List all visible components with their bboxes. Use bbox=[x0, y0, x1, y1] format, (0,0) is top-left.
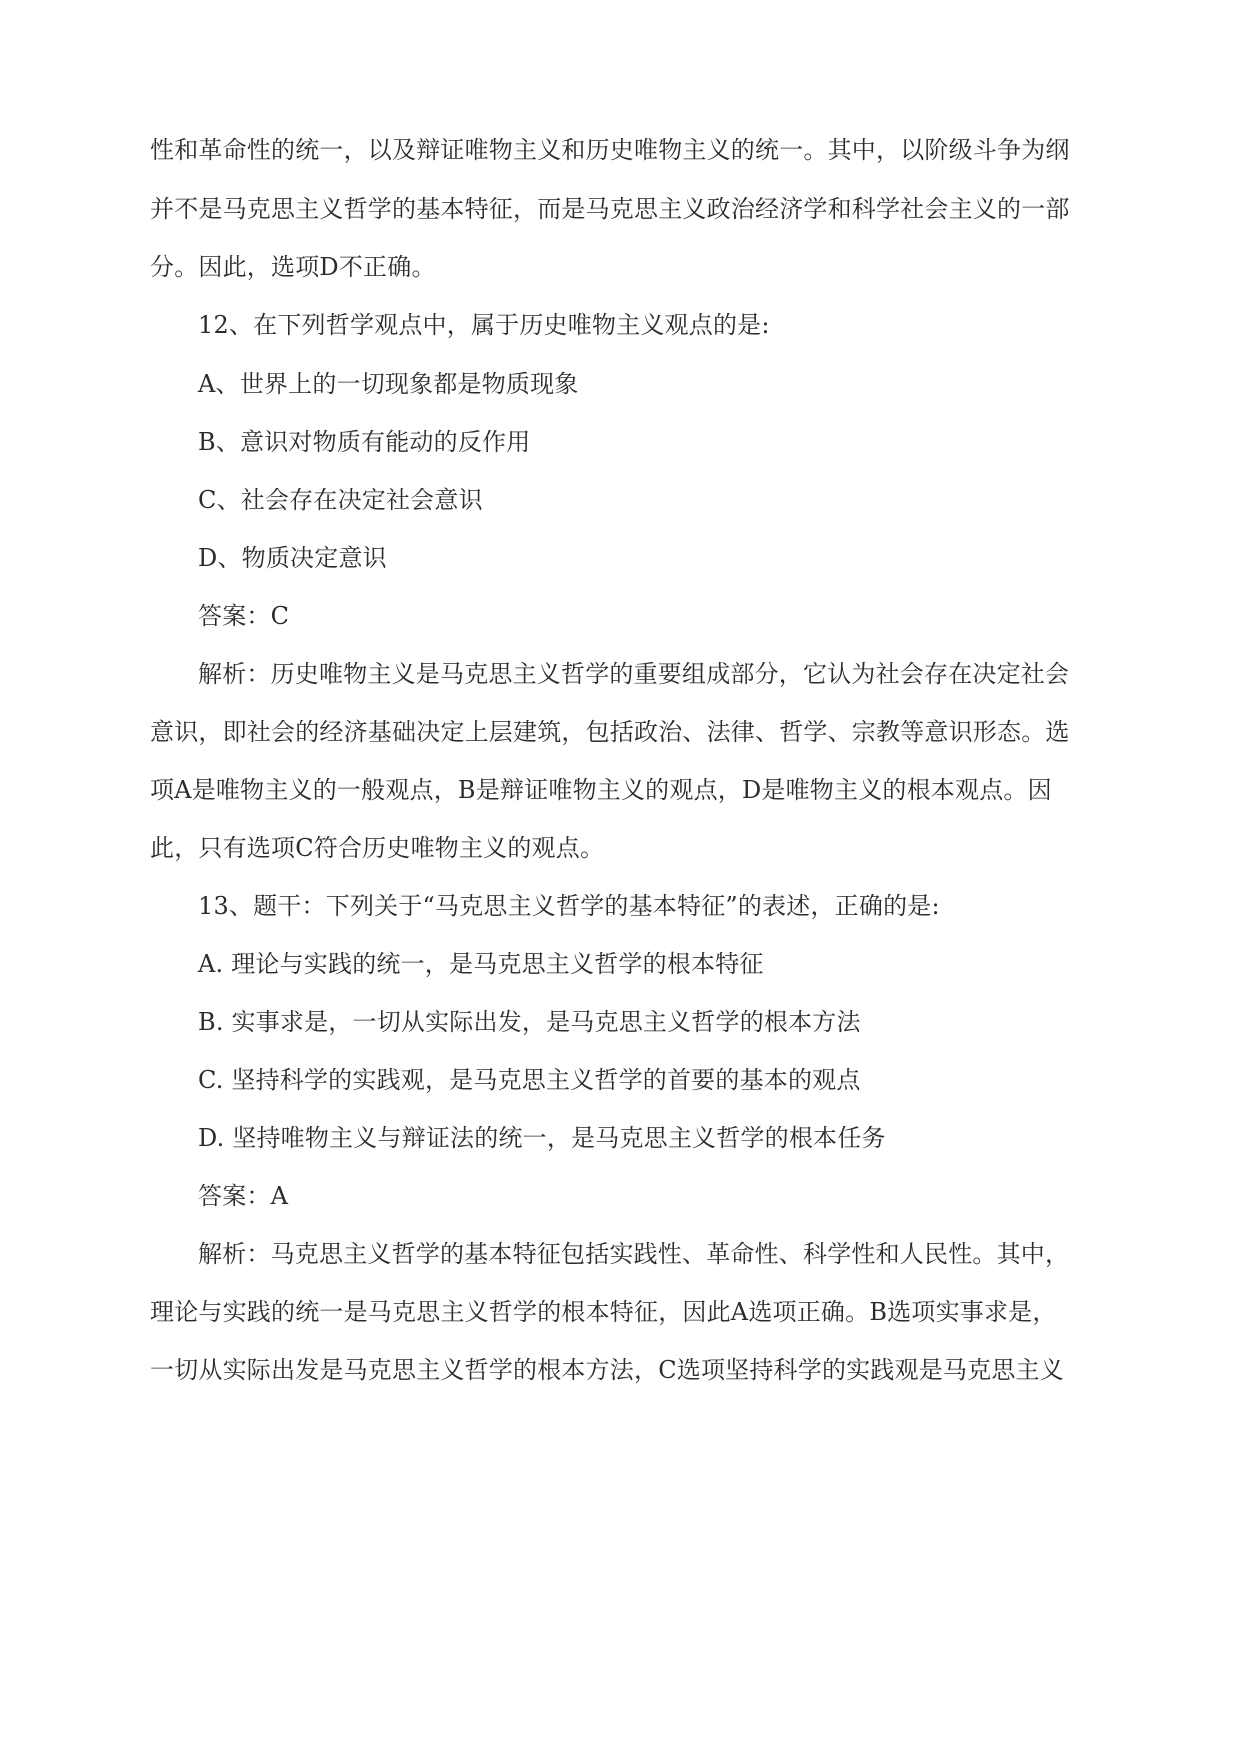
question-13-stem: 13、题干：下列关于“马克思主义哲学的基本特征”的表述，正确的是: bbox=[198, 892, 940, 920]
question-12-option-a: A、世界上的一切现象都是物质现象 bbox=[198, 370, 579, 398]
paragraph-line: 分。因此，选项D不正确。 bbox=[150, 253, 436, 281]
question-12-analysis-line: 解析：历史唯物主义是马克思主义哲学的重要组成部分，它认为社会存在决定社会 bbox=[198, 660, 1070, 688]
question-12-option-b: B、意识对物质有能动的反作用 bbox=[198, 428, 531, 456]
question-12-option-c: C、社会存在决定社会意识 bbox=[198, 486, 483, 514]
question-13-option-b: B. 实事求是，一切从实际出发，是马克思主义哲学的根本方法 bbox=[198, 1008, 861, 1036]
question-12-stem: 12、在下列哲学观点中，属于历史唯物主义观点的是: bbox=[198, 311, 770, 339]
paragraph-line: 并不是马克思主义哲学的基本特征，而是马克思主义政治经济学和科学社会主义的一部 bbox=[150, 195, 1070, 223]
question-13-analysis-line: 一切从实际出发是马克思主义哲学的根本方法，C选项坚持科学的实践观是马克思主义 bbox=[150, 1356, 1064, 1384]
question-13-analysis-line: 解析：马克思主义哲学的基本特征包括实践性、革命性、科学性和人民性。其中， bbox=[198, 1240, 1070, 1268]
question-13-option-c: C. 坚持科学的实践观，是马克思主义哲学的首要的基本的观点 bbox=[198, 1066, 861, 1094]
question-13-option-d: D. 坚持唯物主义与辩证法的统一，是马克思主义哲学的根本任务 bbox=[198, 1124, 886, 1152]
question-12-analysis-line: 意识，即社会的经济基础决定上层建筑，包括政治、法律、哲学、宗教等意识形态。选 bbox=[150, 718, 1070, 746]
question-13-analysis-line: 理论与实践的统一是马克思主义哲学的根本特征，因此A选项正确。B选项实事求是， bbox=[150, 1298, 1057, 1326]
paragraph-line: 性和革命性的统一，以及辩证唯物主义和历史唯物主义的统一。其中，以阶级斗争为纲 bbox=[150, 136, 1070, 164]
question-12-option-d: D、物质决定意识 bbox=[198, 544, 387, 572]
question-12-analysis-line: 项A是唯物主义的一般观点，B是辩证唯物主义的观点，D是唯物主义的根本观点。因 bbox=[150, 776, 1052, 804]
question-12-analysis-line: 此，只有选项C符合历史唯物主义的观点。 bbox=[150, 834, 605, 862]
question-12-answer: 答案：C bbox=[198, 602, 290, 630]
question-13-option-a: A. 理论与实践的统一，是马克思主义哲学的根本特征 bbox=[198, 950, 764, 978]
question-13-answer: 答案：A bbox=[198, 1182, 289, 1210]
